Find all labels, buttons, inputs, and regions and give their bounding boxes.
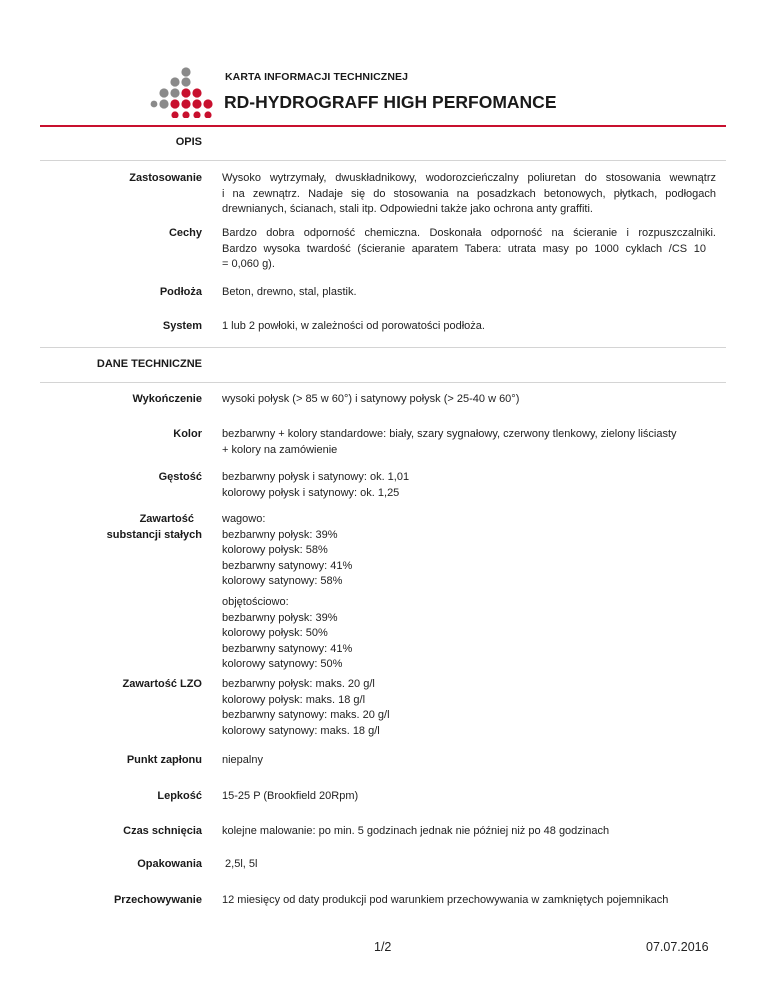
text-line: bezbarwny satynowy: 41% [222, 559, 353, 572]
text-line: bezbarwny połysk i satynowy: ok. 1,01 [222, 471, 410, 483]
text-line: kolorowy satynowy: 50% [222, 658, 343, 671]
text-line: kolorowy połysk i satynowy: ok. 1,25 [222, 486, 400, 499]
label-lzo: Zawartość LZO [122, 678, 202, 690]
text-line: kolorowy połysk: 50% [222, 627, 328, 640]
label-zastosowanie: Zastosowanie [129, 172, 202, 184]
text-line: bezbarwny satynowy: 41% [222, 642, 353, 655]
value-czas-schniecia: kolejne malowanie: po min. 5 godzinach jednak nie później niż po 48 godzinach [222, 825, 610, 837]
logo-dot [192, 88, 201, 97]
document-date: 07.07.2016 [646, 940, 709, 954]
logo-dot [182, 111, 189, 118]
label-podloza: Podłoża [159, 286, 202, 298]
page-number: 1/2 [374, 940, 392, 954]
text-line: kolorowy połysk: 58% [222, 544, 328, 557]
text-line: bezbarwny połysk: 39% [222, 528, 338, 541]
label-czas-schniecia: Czas schnięcia [123, 825, 202, 837]
logo-dot [159, 88, 168, 97]
label-system: System [162, 320, 202, 332]
section-divider [40, 160, 726, 161]
value-zawartosc-objetosciowo [222, 595, 716, 673]
logo-dot [181, 67, 190, 76]
value-wykonczenie: wysoki połysk (> 85 w 60°) i satynowy połysk (> 25-40 w 60°) [222, 393, 520, 405]
text-line: bezbarwny połysk: 39% [222, 611, 338, 624]
value-przechowywanie: 12 miesięcy od daty produkcji pod warunkiem przechowywania w zamkniętych pojemnikach [222, 894, 669, 906]
logo-dot [170, 77, 179, 86]
logo-dot [181, 77, 190, 86]
label-opakowania: Opakowania [137, 858, 202, 870]
logo-dot [204, 111, 211, 118]
value-lzo [222, 677, 716, 739]
label-przechowywanie: Przechowywanie [113, 894, 202, 906]
text-line: i na zewnątrz. Nadaje się do stosowania na posadzkach betonowych, płytkach, podłogach [222, 187, 716, 200]
logo-dot [203, 99, 212, 108]
text-line: Bardzo wysoka twardość (ścieranie aparatem Tabera: utrata masy po 1000 cyklach /CS 10 [222, 242, 706, 255]
label-wykonczenie: Wykończenie [132, 393, 202, 405]
text-line: drewnianych, ścianach, stali itp. Odpowiedni także jako ochrona anty graffiti. [222, 203, 593, 216]
text-line: bezbarwny + kolory standardowe: biały, szary sygnałowy, czerwony tlenkowy, zielony liściasty [222, 428, 677, 440]
text-line: kolorowy satynowy: 58% [222, 575, 343, 588]
section-heading-dane: DANE TECHNICZNE [96, 358, 202, 370]
label-cechy: Cechy [168, 227, 202, 239]
logo-dot [193, 111, 200, 118]
text-line: Bardzo dobra odporność chemiczna. Doskonała odporność na ścieranie i rozpuszczalniki. [222, 227, 716, 239]
logo-dot [192, 99, 201, 108]
value-lepkosc: 15-25 P (Brookfield 20Rpm) [222, 790, 359, 802]
value-zastosowanie [222, 171, 716, 218]
value-system: 1 lub 2 powłoki, w zależności od porowatości podłoża. [222, 320, 485, 332]
section-divider [40, 382, 726, 383]
text-line: kolorowy połysk: maks. 18 g/l [222, 693, 366, 706]
label-zawartosc-substancji [60, 512, 202, 543]
logo-dot [181, 88, 190, 97]
text-line: Wysoko wytrzymały, dwuskładnikowy, wodorozcieńczalny poliuretan do stosowania wewnątrz [222, 172, 716, 184]
logo-dot [151, 101, 158, 108]
text-line: wagowo: [222, 513, 266, 525]
logo-dot [171, 111, 178, 118]
text-line: objętościowo: [222, 596, 289, 608]
product-title: RD-HYDROGRAFF HIGH PERFOMANCE [224, 92, 557, 112]
label-punkt-zaplonu: Punkt zapłonu [126, 754, 202, 766]
logo-dot [181, 99, 190, 108]
value-podloza: Beton, drewno, stal, plastik. [222, 286, 357, 298]
value-cechy [222, 226, 716, 273]
text-line: kolorowy satynowy: maks. 18 g/l [222, 724, 380, 737]
label-line: Zawartość [139, 513, 194, 525]
text-line: + kolory na zamówienie [222, 443, 338, 456]
section-heading-opis: OPIS [175, 136, 202, 148]
text-line: bezbarwny satynowy: maks. 20 g/l [222, 709, 390, 722]
value-opakowania: 2,5l, 5l [222, 858, 258, 870]
logo-dot [170, 99, 179, 108]
company-logo-icon [150, 66, 220, 118]
header-divider [40, 125, 726, 127]
section-divider [40, 347, 726, 348]
text-line: = 0,060 g). [222, 258, 275, 271]
label-gestosc: Gęstość [158, 471, 202, 483]
text-line: bezbarwny połysk: maks. 20 g/l [222, 678, 375, 690]
label-line: substancji stałych [106, 528, 202, 541]
value-punkt-zaplonu: niepalny [222, 754, 263, 766]
label-lepkosc: Lepkość [157, 790, 202, 802]
value-gestosc [222, 470, 716, 501]
label-kolor: Kolor [173, 428, 202, 440]
value-zawartosc-wagowo [222, 512, 716, 590]
value-kolor [222, 427, 716, 458]
logo-dot [159, 99, 168, 108]
logo-dot [170, 88, 179, 97]
document-type: KARTA INFORMACJI TECHNICZNEJ [225, 71, 409, 83]
